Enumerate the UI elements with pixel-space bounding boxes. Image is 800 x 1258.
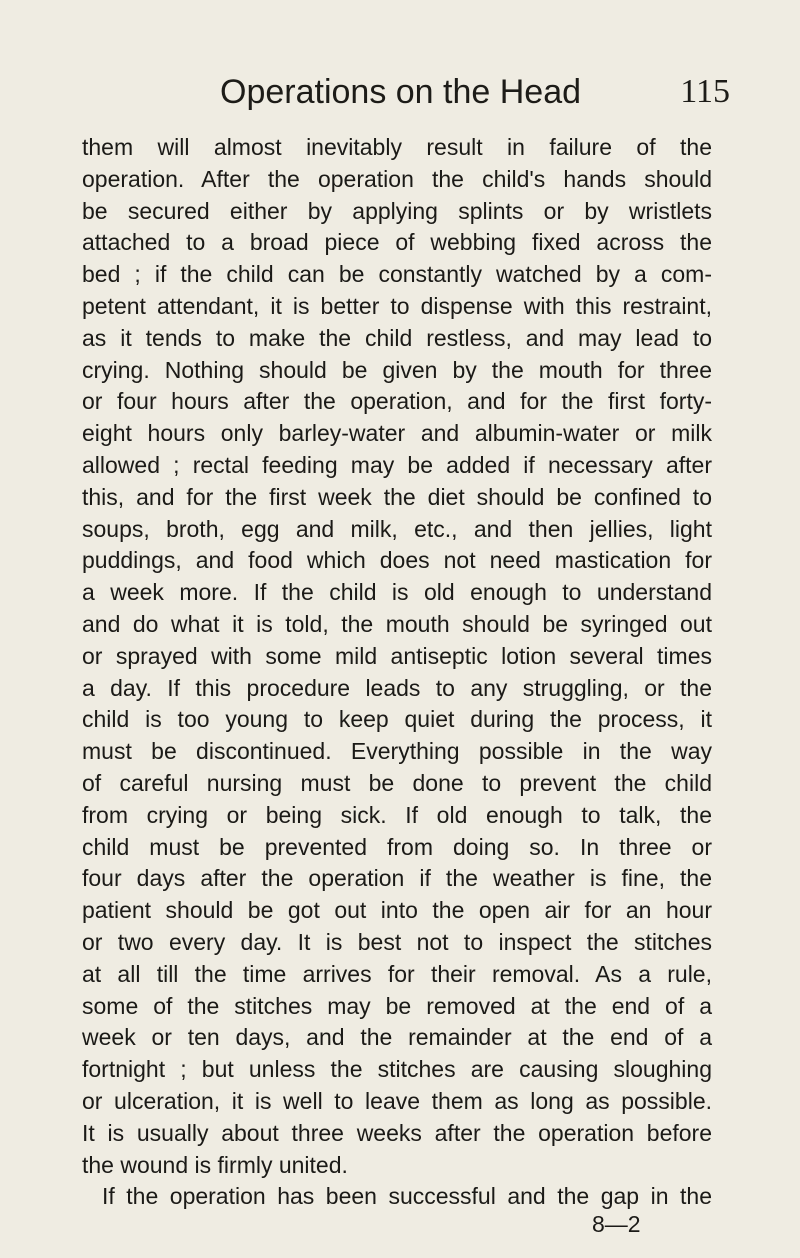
text-line: and do what it is told, the mouth should be syringed out: [82, 610, 712, 637]
text-line: eight hours only barley-water and albumin-water or milk: [82, 420, 712, 447]
text-line: allowed ; rectal feeding may be added if necessary after: [82, 451, 712, 478]
text-line: operation. After the operation the child's hands should: [82, 165, 712, 192]
text-line: petent attendant, it is better to dispense with this restraint,: [82, 292, 712, 319]
text-line: or four hours after the operation, and for the first forty-: [82, 388, 712, 415]
body-text: [82, 132, 712, 1213]
text-line: puddings, and food which does not need mastication for: [82, 547, 712, 574]
text-line: or two every day. It is best not to inspect the stitches: [82, 928, 712, 955]
text-line: a week more. If the child is old enough to understand: [82, 579, 712, 606]
text-line: as it tends to make the child restless, and may lead to: [82, 324, 712, 351]
running-head: [80, 72, 740, 120]
text-line: patient should be got out into the open air for an hour: [82, 897, 712, 924]
text-line: must be discontinued. Everything possible in the way: [82, 738, 712, 765]
text-line: attached to a broad piece of webbing fixed across the: [82, 229, 712, 256]
running-title: Operations on the Head: [220, 73, 582, 111]
text-line: fortnight ; but unless the stitches are causing sloughing: [82, 1056, 712, 1083]
text-line: some of the stitches may be removed at the end of a: [82, 992, 712, 1019]
text-line: a day. If this procedure leads to any struggling, or the: [82, 674, 712, 701]
text-line: of careful nursing must be done to prevent the child: [82, 769, 712, 796]
text-line: soups, broth, egg and milk, etc., and then jellies, light: [82, 515, 712, 542]
paragraph-start-line: If the operation has been successful and the gap in the: [102, 1183, 712, 1210]
signature-mark: 8—2: [592, 1211, 641, 1237]
text-line: or ulceration, it is well to leave them as long as possible.: [82, 1087, 712, 1114]
page-number: 115: [680, 73, 730, 110]
text-line: child must be prevented from doing so. In three or: [82, 833, 712, 860]
text-line: bed ; if the child can be constantly watched by a com-: [82, 261, 712, 288]
text-line: week or ten days, and the remainder at the end of a: [82, 1024, 712, 1051]
text-line: four days after the operation if the weather is fine, the: [82, 865, 712, 892]
text-line: or sprayed with some mild antiseptic lotion several times: [82, 642, 712, 669]
text-line: from crying or being sick. If old enough to talk, the: [82, 801, 712, 828]
text-line: them will almost inevitably result in failure of the: [82, 134, 712, 160]
text-line: It is usually about three weeks after the operation before: [82, 1119, 712, 1146]
text-line: be secured either by applying splints or by wristlets: [82, 197, 712, 224]
text-line: at all till the time arrives for their removal. As a rule,: [82, 960, 712, 987]
paragraph-end-line: the wound is firmly united.: [82, 1151, 348, 1178]
text-line: this, and for the first week the diet should be confined to: [82, 483, 712, 510]
text-line: crying. Nothing should be given by the mouth for three: [82, 356, 712, 383]
text-line: child is too young to keep quiet during the process, it: [82, 706, 712, 733]
